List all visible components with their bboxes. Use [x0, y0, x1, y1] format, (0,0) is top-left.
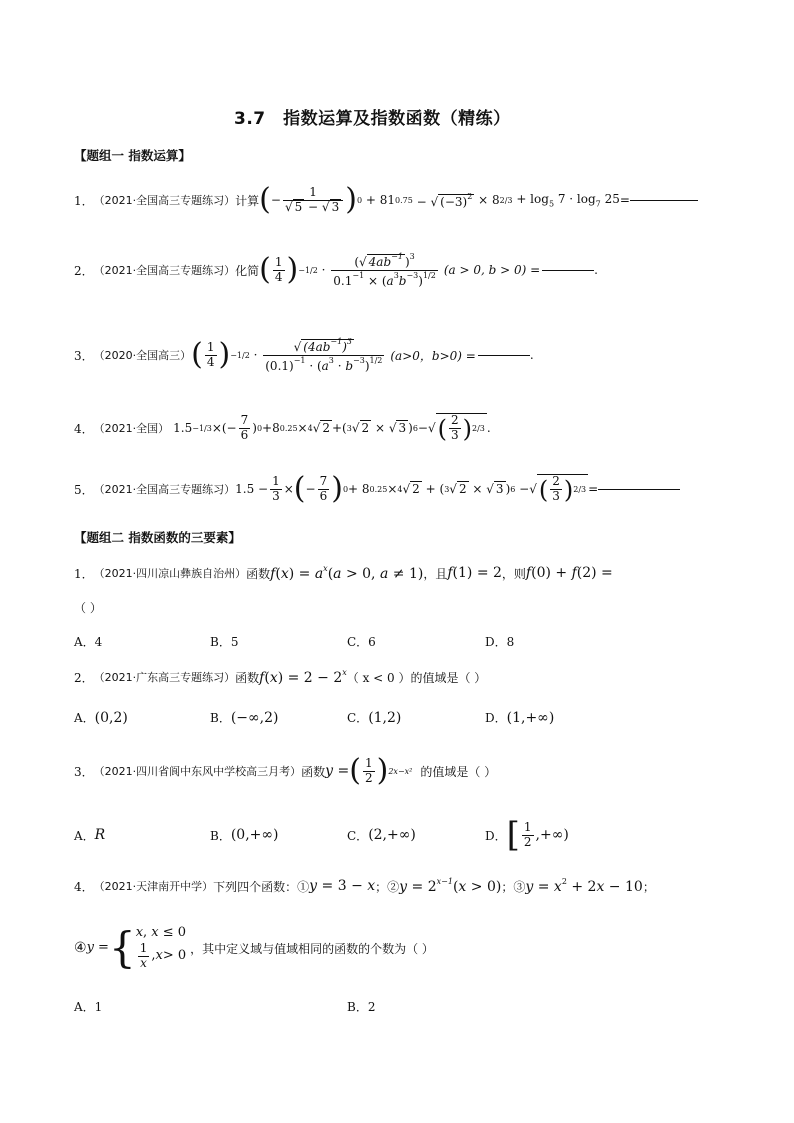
math-expression: y = ( $\frac{1}{2}$ ) 2x−x²	[325, 753, 413, 788]
math-expression: $f(x) = 2 - 2^x$	[259, 668, 347, 686]
question-number: 1．	[74, 193, 94, 208]
math-expression: 1.5 −1/3 ×(− $\frac{7}{6}$ ) 0 +8 0.25 × 4 √ 2 +( 3 √ 2 × √ 3 ) 6 −√ ( $\frac{2}{3}$ ) 2/3	[173, 412, 485, 443]
choice-b[interactable]: B．5	[210, 635, 239, 649]
question-number: 5．	[74, 482, 94, 497]
choice-value: ,+∞)	[535, 827, 569, 843]
question-text: ，则	[501, 566, 526, 581]
question-number: 3．	[74, 348, 94, 363]
choice-b[interactable]	[210, 709, 279, 726]
math-expression: $y = 2^{x-1}(x > 0)$	[399, 877, 502, 895]
question-source: （2021·广东高三专题练习）	[93, 671, 236, 684]
question-text: ，且	[423, 566, 448, 581]
question-1-3	[74, 330, 534, 380]
question-number: 3．	[74, 764, 94, 779]
question-stem: 函数	[301, 764, 326, 779]
choice-d[interactable]: D．8	[485, 635, 515, 649]
question-number: 4．	[74, 421, 94, 436]
question-source: （2020·全国高三）	[93, 349, 192, 362]
question-text: ；③	[501, 879, 526, 894]
period: .	[486, 421, 491, 435]
question-2-4-piecewise: ④ y = { x, x ≤ 0 $\frac{1}{x}$ , x > 0 ，其中定义域与值域相同的函数的个数为（ ）	[74, 922, 434, 972]
choice-label: C．	[347, 711, 369, 725]
choice-b[interactable]: B．2	[347, 1000, 376, 1014]
question-condition: 的值域是（ ）	[420, 764, 497, 779]
choice-value: R	[94, 827, 106, 843]
answer-blank[interactable]	[630, 199, 698, 201]
period: .	[594, 263, 598, 277]
choice-label: D．	[485, 711, 507, 725]
choice-b[interactable]	[210, 822, 279, 848]
choice-value: (0,2)	[94, 710, 128, 726]
choice-label: B．	[210, 828, 231, 843]
question-1-1	[74, 178, 698, 222]
question-stem: 计算	[235, 193, 260, 208]
question-2-3	[74, 746, 496, 796]
choice-label: A．	[74, 711, 95, 725]
math-expression: $f(x) = a^x(a > 0$, a ≠ 1)	[270, 564, 424, 582]
section-heading-exponential-function: 【题组二 指数函数的三要素】	[74, 530, 241, 545]
choice-c[interactable]	[347, 822, 416, 848]
math-expression: ( $\frac{1}{4}$ ) −1/2 · $\frac{(√ 4ab^{-1} )^3}{0.1^{-1} \times (a^3b^{-3})^{1/2}}$	[259, 251, 436, 288]
choice-a[interactable]	[74, 709, 128, 726]
math-expression: 1.5 − $\frac{1}{3}$ × ( − $\frac{7}{6}$ ) 0 + 8 0.25 × 4 √ 2 + ( 3 √ 2 × √ 3 ) 6 −√ ( $\frac{2}{3}$ ) 2/3	[235, 471, 587, 506]
choice-value: (−∞,2)	[230, 710, 279, 726]
condition: (a > 0, b > 0) =	[443, 263, 541, 277]
question-1-2	[74, 245, 598, 295]
period: .	[529, 348, 534, 362]
question-stem: 函数	[246, 566, 271, 581]
math-expression: $y = x^2 + 2x - 10$	[525, 877, 643, 895]
question-text: ；	[642, 879, 655, 894]
math-expression: ( $\frac{1}{4}$ ) −1/2 · $\frac{√ (4ab^{-1})^3}{(0.1)^{-1} \cdot (a^3 \cdot b^{-3})^{1/2}}$	[191, 336, 383, 373]
choice-d[interactable]: D． [ $\frac{1}{2}$ ,+∞)	[485, 815, 569, 855]
question-stem: 化简	[235, 263, 260, 278]
question-1-5	[74, 464, 680, 514]
answer-parentheses[interactable]: （ ）	[74, 601, 102, 615]
choice-c[interactable]: C．6	[347, 635, 376, 649]
math-expression: f(0) + f(2) =	[525, 565, 613, 581]
choice-a[interactable]: A．1	[74, 1000, 103, 1014]
question-text: ；②	[375, 879, 400, 894]
question-2-2	[74, 666, 486, 688]
section-heading-exponent-operations: 【题组一 指数运算】	[74, 148, 191, 163]
choice-value: (1,2)	[368, 710, 402, 726]
choice-label: A．	[74, 828, 95, 843]
question-stem: 函数	[235, 670, 260, 685]
math-expression: y = 3 − x	[309, 878, 376, 894]
answer-blank[interactable]	[542, 269, 594, 271]
question-text: ，其中定义域与值域相同的函数的个数为（ ）	[190, 941, 434, 956]
math-expression: y = { x, x ≤ 0 $\frac{1}{x}$ , x > 0	[86, 922, 187, 972]
question-source: （2021·四川凉山彝族自治州）	[93, 567, 247, 580]
question-source: （2021·四川省阆中东风中学校高三月考）	[93, 765, 302, 778]
choice-label: D．	[485, 828, 507, 843]
question-source: （2021·全国高三专题练习）	[93, 264, 236, 277]
question-source: （2021·全国）	[93, 422, 170, 435]
choice-value: (1,+∞)	[506, 710, 555, 726]
math-expression: ( − $\frac{1}{√ 5 - √ 3}$ ) 0 + 81 0.75 − √ $(-3)^2$ × 8 2/3 + $\log_5 7 \cdot \log_7 25$	[259, 182, 620, 217]
question-source: （2021·全国高三专题练习）	[93, 483, 236, 496]
answer-blank[interactable]	[598, 488, 680, 490]
math-expression: f(1) = 2	[447, 565, 502, 581]
question-number: 1．	[74, 566, 94, 581]
question-number: 2．	[74, 670, 94, 685]
condition: (a>0，b>0) =	[390, 348, 476, 363]
question-source: （2021·天津南开中学）	[93, 880, 214, 893]
choice-a[interactable]: A．4	[74, 635, 103, 649]
choice-c[interactable]	[347, 709, 401, 726]
choice-value: (0,+∞)	[230, 827, 279, 843]
question-number: 4．	[74, 879, 94, 894]
question-source: （2021·全国高三专题练习）	[93, 194, 236, 207]
page-title: 3.7 指数运算及指数函数（精练）	[234, 109, 511, 129]
equals-sign: =	[619, 193, 630, 207]
choice-a[interactable]	[74, 822, 105, 848]
choice-label: B．	[210, 711, 231, 725]
choice-value: (2,+∞)	[368, 827, 416, 843]
choice-d[interactable]	[485, 709, 554, 726]
question-number: 2．	[74, 263, 94, 278]
choice-label: C．	[347, 828, 369, 843]
equals-sign: =	[588, 482, 599, 496]
question-2-4	[74, 874, 655, 898]
question-condition: （ x < 0 ）的值域是（ ）	[346, 670, 487, 685]
answer-blank[interactable]	[478, 354, 530, 356]
question-2-1	[74, 562, 613, 584]
question-1-4	[74, 404, 491, 452]
question-stem: 下列四个函数：①	[213, 879, 310, 894]
